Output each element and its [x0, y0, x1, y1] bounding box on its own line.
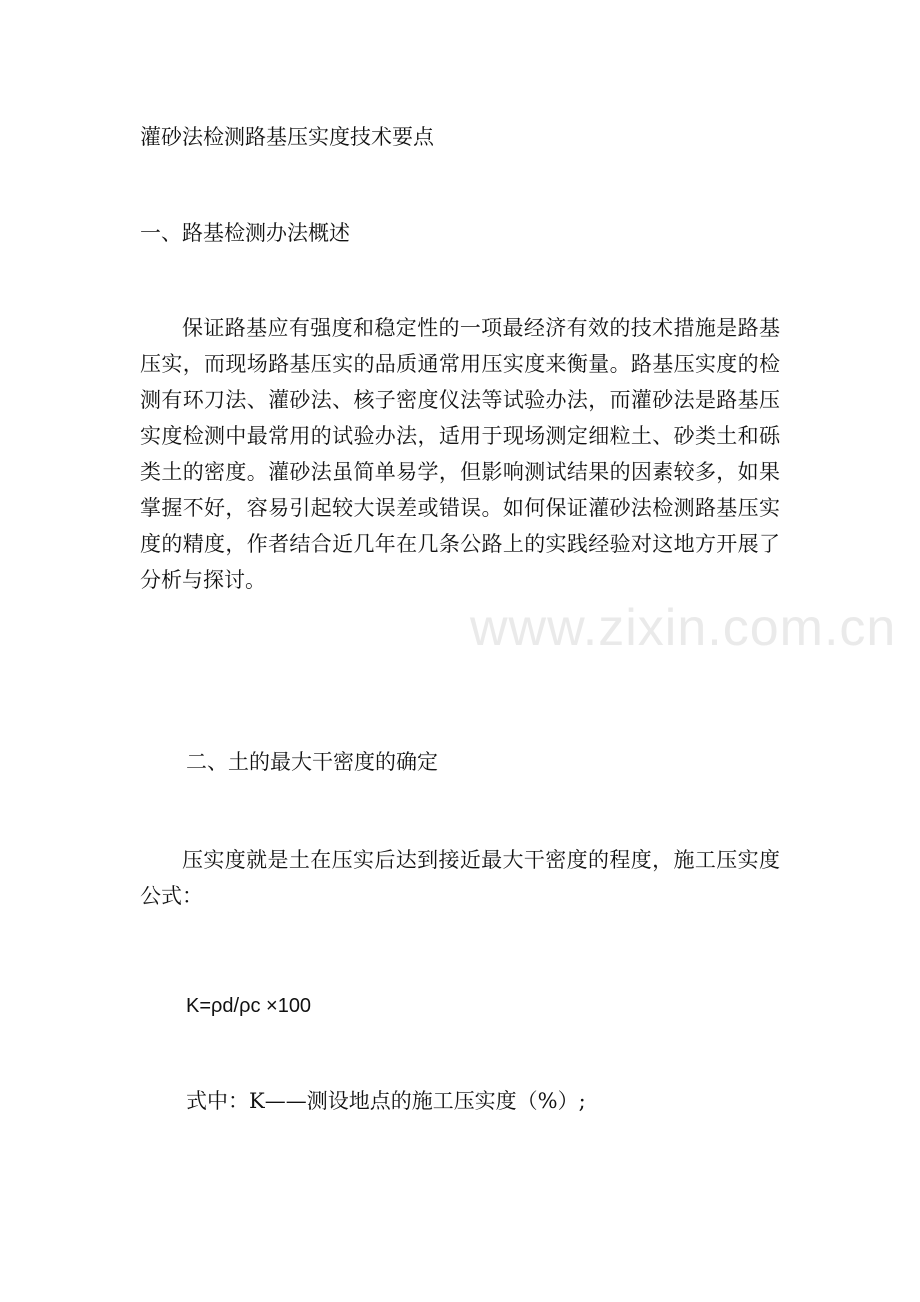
section-heading-max-dry-density: 二、土的最大干密度的确定 — [186, 750, 438, 774]
document-title: 灌砂法检测路基压实度技术要点 — [140, 125, 434, 149]
compaction-formula: K=ρd/ρc ×100 — [186, 995, 312, 1017]
compaction-paragraph: 压实度就是土在压实后达到接近最大干密度的程度，施工压实度公式： — [140, 848, 780, 908]
watermark-text: www.zixin.com.cn — [470, 599, 897, 657]
formula-note: 式中：K——测设地点的施工压实度（%）; — [186, 1089, 586, 1113]
section-heading-overview: 一、路基检测办法概述 — [140, 221, 350, 245]
overview-paragraph: 保证路基应有强度和稳定性的一项最经济有效的技术措施是路基压实，而现场路基压实的品质通常用压实度来衡量。路基压实度的检测有环刀法、灌砂法、核子密度仪法等试验办法，而灌砂法是路基压实度检测中最常用的试验办法，适用于现场测定细粒土、砂类土和砾类土的密度。灌砂法虽简单易学，但影响测试结果的因素较多，如果掌握不好，容易引起较大误差或错误。如何保证灌砂法检测路基压实度的精度，作者结合近几年在几条公路上的实践经验对这地方开展了分析与探讨。 — [140, 316, 780, 592]
